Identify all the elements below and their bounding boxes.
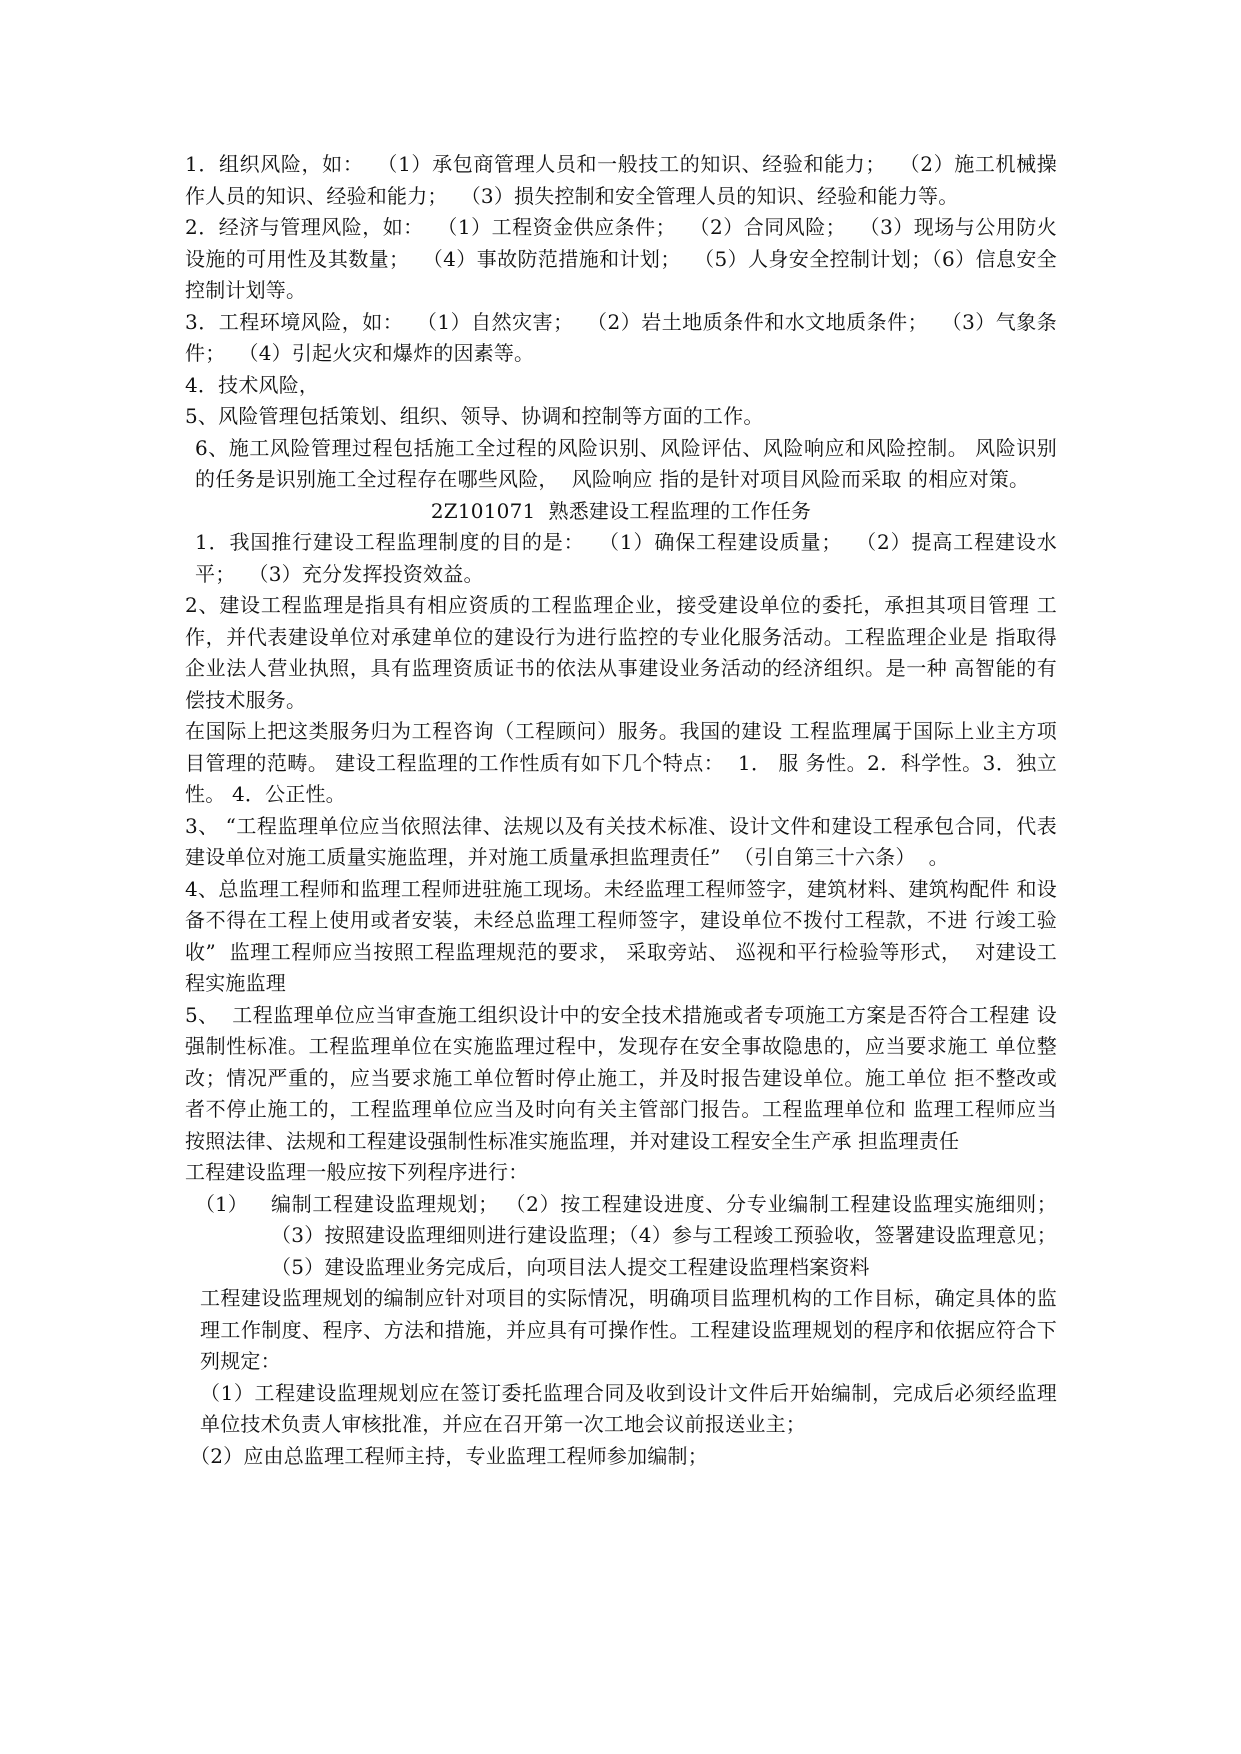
paragraph-environment-risk: 3．工程环境风险，如： （1）自然灾害； （2）岩土地质条件和水文地质条件； （3）气象条件； （4）引起火灾和爆炸的因素等。 (185, 309, 1057, 365)
paragraph-international-consulting: 在国际上把这类服务归为工程咨询（工程顾问）服务。我国的建设 工程监理属于国际上业主方项目管理的范畴。 建设工程监理的工作性质有如下几个特点： 1． 服 务性。2．科学性。3．独立性。 4．公正性。 (185, 719, 1057, 806)
section-heading: 2Z101071 熟悉建设工程监理的工作任务 (430, 498, 812, 523)
paragraph-organization-risk: 1．组织风险，如： （1）承包商管理人员和一般技工的知识、经验和能力； （2）施工机械操作人员的知识、经验和能力； （3）损失控制和安全管理人员的知识、经验和能力等。 (185, 152, 1057, 208)
paragraph-technical-risk: 4．技术风险， (185, 372, 320, 397)
paragraph-planning-rule-2: （2）应由总监理工程师主持，专业监理工程师参加编制； (190, 1443, 708, 1468)
procedure-number: （1） (195, 1191, 248, 1216)
paragraph-article-36: 3、 “工程监理单位应当依照法律、法规以及有关技术标准、设计文件和建设工程承包合同，代表建设单位对施工质量实施监理，并对施工质量承担监理责任” （引自第三十六条） 。 (185, 813, 1057, 869)
paragraph-supervision-definition: 2、建设工程监理是指具有相应资质的工程监理企业，接受建设单位的委托，承担其项目管理 工作，并代表建设单位对承建单位的建设行为进行监控的专业化服务活动。工程监理企业是 指取得企业法人营业执照，具有监理资质证书的依法从事建设业务活动的经济组织。是一种 高智能的有偿技术服务。 (185, 593, 1057, 712)
paragraph-procedure-intro: 工程建设监理一般应按下列程序进行： (185, 1160, 529, 1184)
paragraph-safety-review: 5、 工程监理单位应当审查施工组织设计中的安全技术措施或者专项施工方案是否符合工程建 设强制性标准。工程监理单位在实施监理过程中，发现存在安全事故隐患的，应当要求施工 单位整改；情况严重的，应当要求施工单位暂时停止施工，并及时报告建设单位。施工单位 拒不整改或者不停止施工的，工程监理单位应当及时向有关主管部门报告。工程监理单位和 监理工程师应当按照法律、法规和工程建设强制性标准实施监理，并对建设工程安全生产承 担监理责任 (185, 1002, 1057, 1153)
paragraph-economic-management-risk: 2．经济与管理风险，如： （1）工程资金供应条件； （2）合同风险； （3）现场与公用防火设施的可用性及其数量； （4）事故防范措施和计划； （5）人身安全控制计划；（6）信息安全控制计划等。 (185, 215, 1057, 302)
paragraph-planning-rule-1: （1）工程建设监理规划应在签订委托监理合同及收到设计文件后开始编制，完成后必须经监理单位技术负责人审核批准，并应在召开第一次工地会议前报送业主； (200, 1380, 1057, 1436)
procedure-text: 编制工程建设监理规划； （2）按工程建设进度、分专业编制工程建设监理实施细则； （3）按照建设监理细则进行建设监理；（4）参与工程竣工预验收，签署建设监理意见； （5）建设监理业务完成后，向项目法人提交工程建设监理档案资料 (271, 1191, 1057, 1279)
paragraph-chief-engineer: 4、总监理工程师和监理工程师进驻施工现场。未经监理工程师签字，建筑材料、建筑构配件 和设备不得在工程上使用或者安装，未经总监理工程师签字，建设单位不拨付工程款，不进 行竣工验收” 监理工程师应当按照工程监理规范的要求， 采取旁站、 巡视和平行检验等形式， 对建设工程实施监理 (185, 876, 1057, 995)
paragraph-planning-basis: 工程建设监理规划的编制应针对项目的实际情况，明确项目监理机构的工作目标，确定具体的监理工作制度、程序、方法和措施，并应具有可操作性。工程建设监理规划的程序和依据应符合下列规定： (200, 1286, 1057, 1373)
paragraph-risk-process: 6、施工风险管理过程包括施工全过程的风险识别、风险评估、风险响应和风险控制。 风险识别 的任务是识别施工全过程存在哪些风险， 风险响应 指的是针对项目风险而采取 的相应对策。 (195, 435, 1064, 491)
procedure-list-item (185, 1189, 1057, 1284)
paragraph-risk-management: 5、风险管理包括策划、组织、领导、协调和控制等方面的工作。 (185, 404, 764, 428)
paragraph-supervision-purpose: 1．我国推行建设工程监理制度的目的是： （1）确保工程建设质量； （2）提高工程建设水平； （3）充分发挥投资效益。 (195, 530, 1057, 586)
document-body (185, 149, 1064, 1472)
